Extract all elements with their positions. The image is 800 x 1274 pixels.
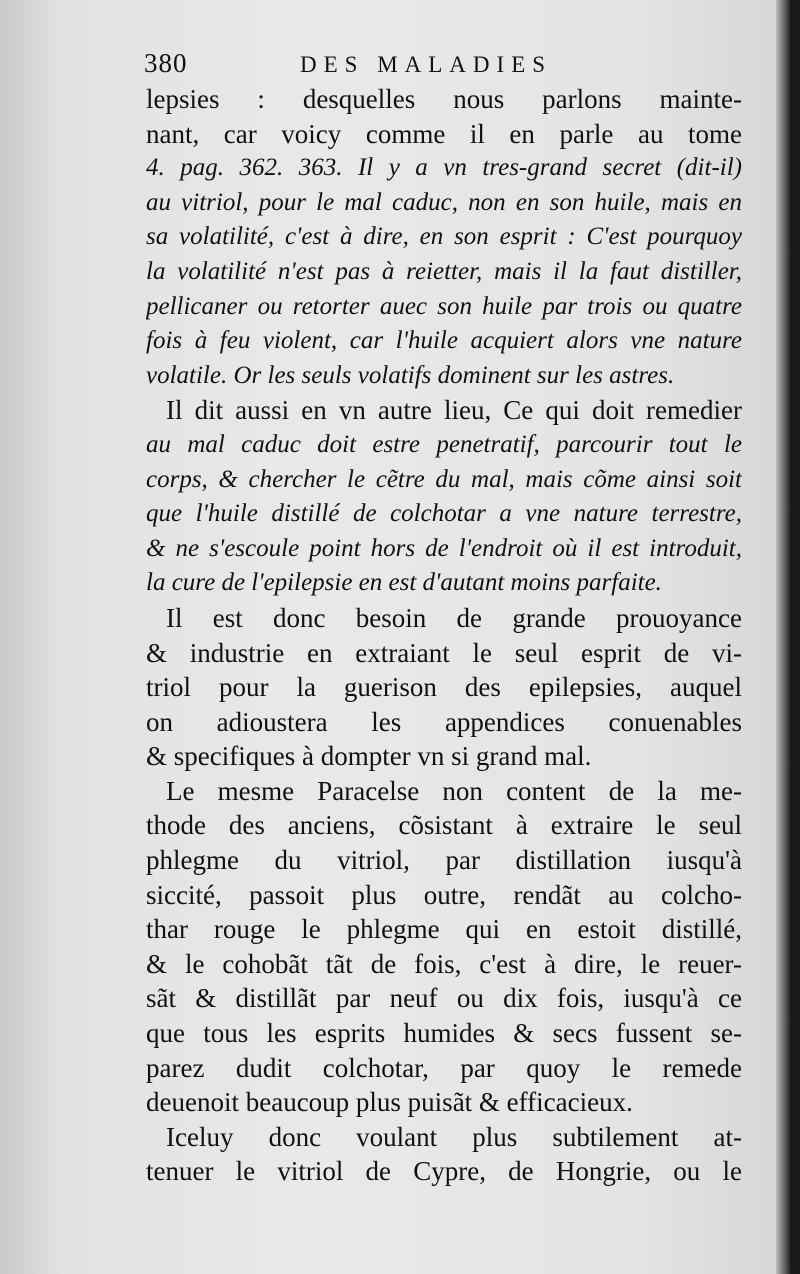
text-line: phlegme du vitriol, par distillation iusqu'à	[146, 845, 742, 876]
text-line: Il dit aussi en vn autre lieu, Ce qui doit remedier	[166, 395, 742, 426]
text-line: sãt & distillãt par neuf ou dix fois, iusqu'à ce	[146, 983, 742, 1014]
text-line: parez dudit colchotar, par quoy le remede	[146, 1052, 742, 1083]
text-line: & ne s'escoule point hors de l'endroit où il est introduit,	[146, 534, 742, 562]
text-line: triol pour la guerison des epilepsies, auquel	[146, 672, 742, 703]
text-line: fois à feu violent, car l'huile acquiert alors vne nature	[146, 327, 742, 355]
text-line: la cure de l'epilepsie en est d'autant moins parfaite.	[146, 569, 662, 597]
body-text	[146, 82, 742, 1189]
text-line: corps, & chercher le cẽtre du mal, mais cõme ainsi soit	[146, 465, 742, 493]
text-line: que l'huile distillé de colchotar a vne nature terrestre,	[146, 500, 742, 528]
text-line: nant, car voicy comme il en parle au tome	[146, 118, 742, 149]
text-line: sa volatilité, c'est à dire, en son esprit : C'est pourquoy	[146, 223, 742, 251]
text-line: pellicaner ou retorter auec son huile par trois ou quatre	[146, 292, 742, 320]
text-line: thode des anciens, cõsistant à extraire le seul	[146, 810, 742, 841]
text-line: 4. pag. 362. 363. Il y a vn tres-grand secret (dit-il)	[146, 154, 742, 182]
book-gutter-shadow	[776, 0, 790, 1274]
text-line: Il est donc besoin de grande prouoyance	[166, 602, 742, 633]
text-line: volatile. Or les seuls volatifs dominent sur les astres.	[146, 361, 675, 389]
page-number: 380	[144, 48, 188, 78]
text-line: & industrie en extraiant le seul esprit de vi-	[146, 637, 742, 668]
text-line: Iceluy donc voulant plus subtilement at-	[166, 1121, 742, 1152]
text-line: au mal caduc doit estre penetratif, parcourir tout le	[146, 430, 742, 458]
text-line: que tous les esprits humides & secs fussent se-	[146, 1018, 742, 1049]
text-line: deuenoit beaucoup plus puisãt & efficacieux.	[146, 1087, 633, 1118]
text-line: & specifiques à dompter vn si grand mal.	[146, 741, 592, 772]
text-line: tenuer le vitriol de Cypre, de Hongrie, ou le	[146, 1156, 742, 1187]
text-line: lepsies : desquelles nous parlons mainte-	[146, 84, 742, 114]
text-line: Le mesme Paracelse non content de la me-	[166, 775, 742, 806]
page-header	[144, 48, 744, 84]
text-line: & le cohobãt tãt de fois, c'est à dire, le reuer-	[146, 948, 742, 979]
running-title: DES MALADIES	[300, 52, 553, 77]
text-line: au vitriol, pour le mal caduc, non en son huile, mais en	[146, 188, 742, 216]
text-line: siccité, passoit plus outre, rendãt au colcho-	[146, 879, 742, 910]
text-line: thar rouge le phlegme qui en estoit distillé,	[146, 914, 742, 945]
text-line: la volatilité n'est pas à reietter, mais il la faut distiller,	[146, 257, 742, 285]
text-line: on adioustera les appendices conuenables	[146, 706, 742, 737]
